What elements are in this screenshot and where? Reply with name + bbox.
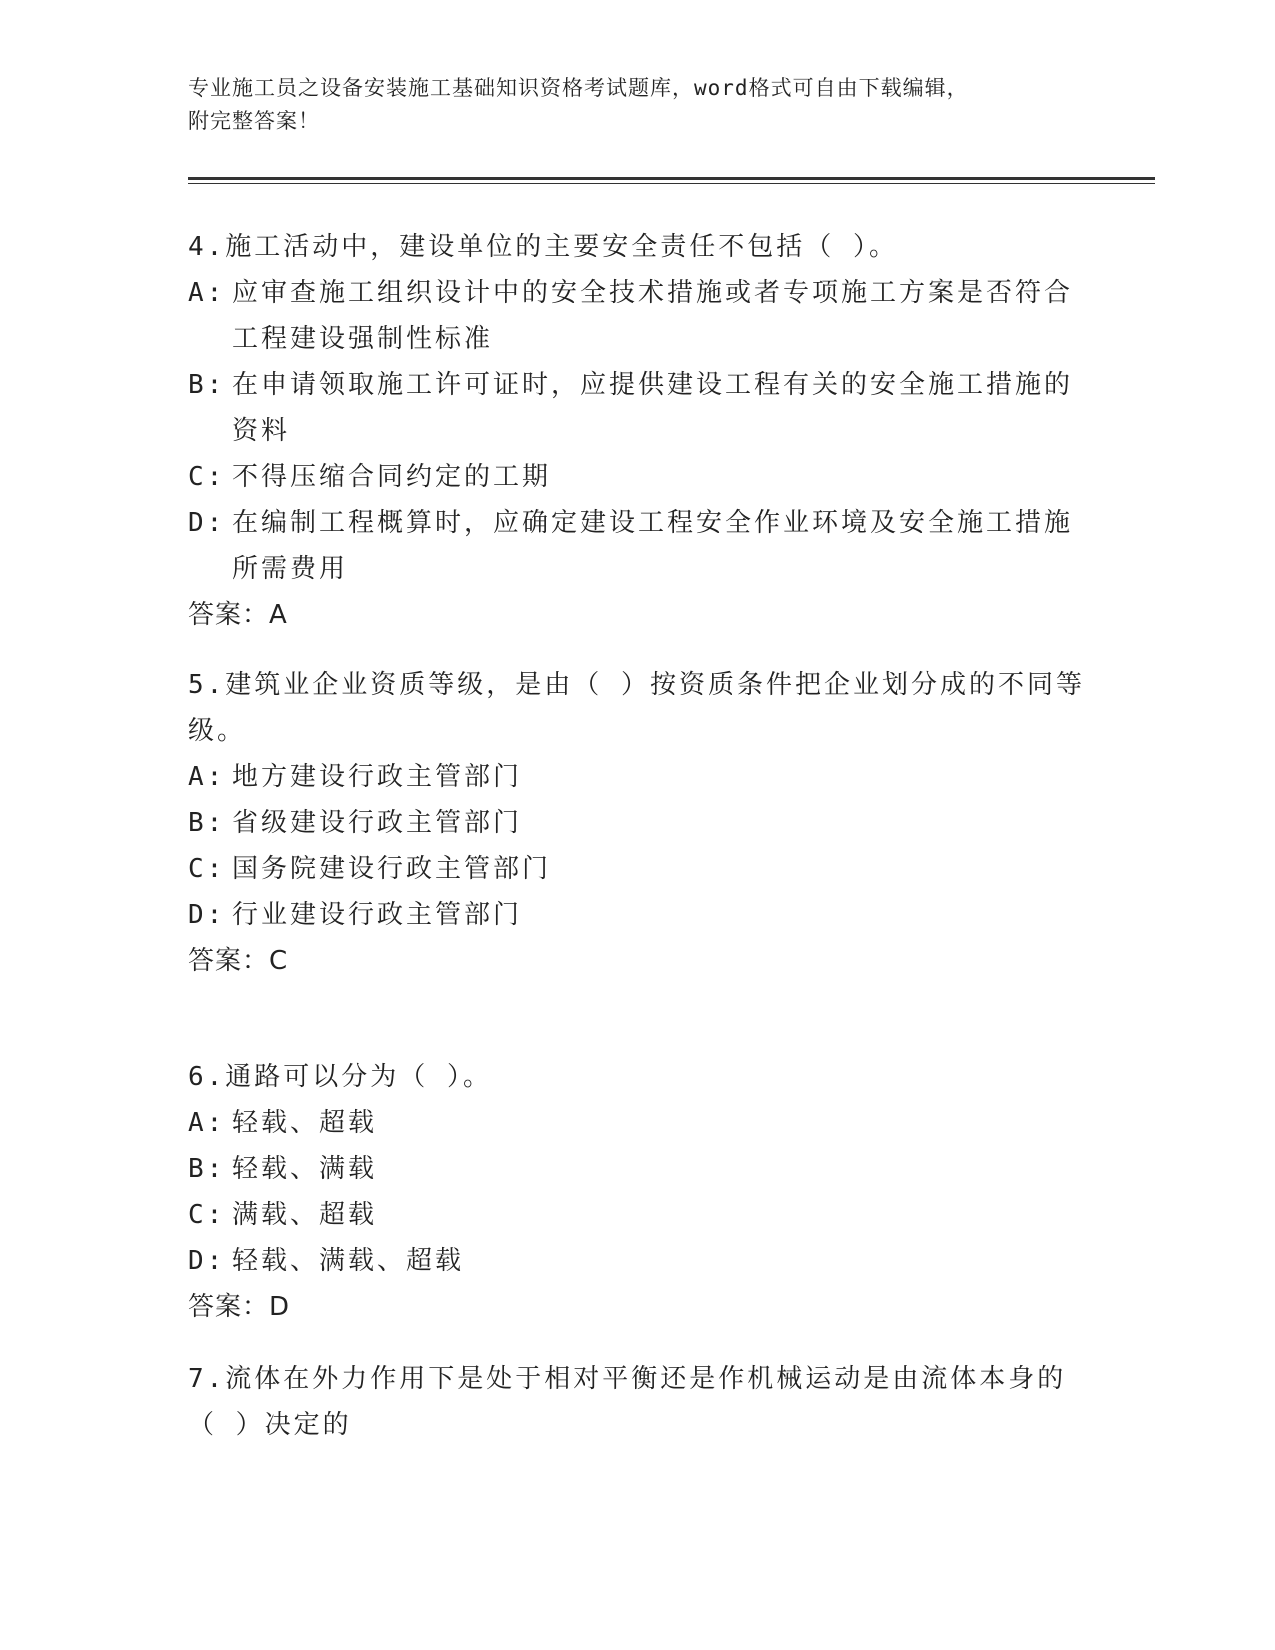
option-text: 不得压缩合同约定的工期 — [232, 462, 552, 492]
option-a — [188, 270, 1088, 362]
option-a — [188, 754, 1088, 800]
answer: 答案：A — [188, 600, 288, 630]
question-stem: 6.通路可以分为（ ）。 — [188, 1062, 492, 1092]
option-c — [188, 454, 1088, 500]
header-divider-thick — [188, 177, 1155, 180]
option-key: A: — [188, 762, 226, 792]
option-key: B: — [188, 1154, 226, 1184]
option-key: D: — [188, 900, 226, 930]
option-b — [188, 800, 1088, 846]
question-6 — [188, 1054, 1088, 1330]
option-text: 在申请领取施工许可证时，应提供建设工程有关的安全施工措施的资料 — [232, 370, 1074, 446]
option-d — [188, 892, 1088, 938]
option-key: A: — [188, 278, 226, 308]
header-line-2: 附完整答案！ — [188, 109, 320, 133]
option-a — [188, 1100, 1088, 1146]
option-key: B: — [188, 370, 226, 400]
option-text: 满载、超载 — [232, 1200, 378, 1230]
option-b — [188, 362, 1088, 454]
header-divider-thin — [188, 183, 1155, 184]
option-key: C: — [188, 854, 226, 884]
answer: 答案：D — [188, 1292, 291, 1322]
question-stem: 7.流体在外力作用下是处于相对平衡还是作机械运动是由流体本身的（ ）决定的 — [188, 1364, 1067, 1440]
option-text: 地方建设行政主管部门 — [232, 762, 523, 792]
option-key: C: — [188, 1200, 226, 1230]
option-c — [188, 846, 1088, 892]
option-key: D: — [188, 1246, 226, 1276]
header-line-1: 专业施工员之设备安装施工基础知识资格考试题库，word格式可自由下载编辑， — [188, 76, 969, 100]
option-text: 轻载、满载、超载 — [232, 1246, 465, 1276]
option-text: 轻载、超载 — [232, 1108, 378, 1138]
document-header — [188, 72, 1088, 138]
option-d — [188, 500, 1088, 592]
question-5 — [188, 662, 1088, 984]
option-key: A: — [188, 1108, 226, 1138]
option-b — [188, 1146, 1088, 1192]
option-text: 在编制工程概算时，应确定建设工程安全作业环境及安全施工措施所需费用 — [232, 508, 1074, 584]
option-key: B: — [188, 808, 226, 838]
option-c — [188, 1192, 1088, 1238]
question-stem: 4.施工活动中，建设单位的主要安全责任不包括（ ）。 — [188, 232, 898, 262]
option-text: 应审查施工组织设计中的安全技术措施或者专项施工方案是否符合工程建设强制性标准 — [232, 278, 1074, 354]
option-text: 国务院建设行政主管部门 — [232, 854, 552, 884]
question-4 — [188, 224, 1088, 638]
answer: 答案：C — [188, 946, 289, 976]
question-stem: 5.建筑业企业资质等级，是由（ ）按资质条件把企业划分成的不同等级。 — [188, 670, 1085, 746]
option-text: 省级建设行政主管部门 — [232, 808, 523, 838]
option-key: D: — [188, 508, 226, 538]
option-d — [188, 1238, 1088, 1284]
option-key: C: — [188, 462, 226, 492]
option-text: 轻载、满载 — [232, 1154, 378, 1184]
option-text: 行业建设行政主管部门 — [232, 900, 523, 930]
question-7 — [188, 1356, 1088, 1448]
